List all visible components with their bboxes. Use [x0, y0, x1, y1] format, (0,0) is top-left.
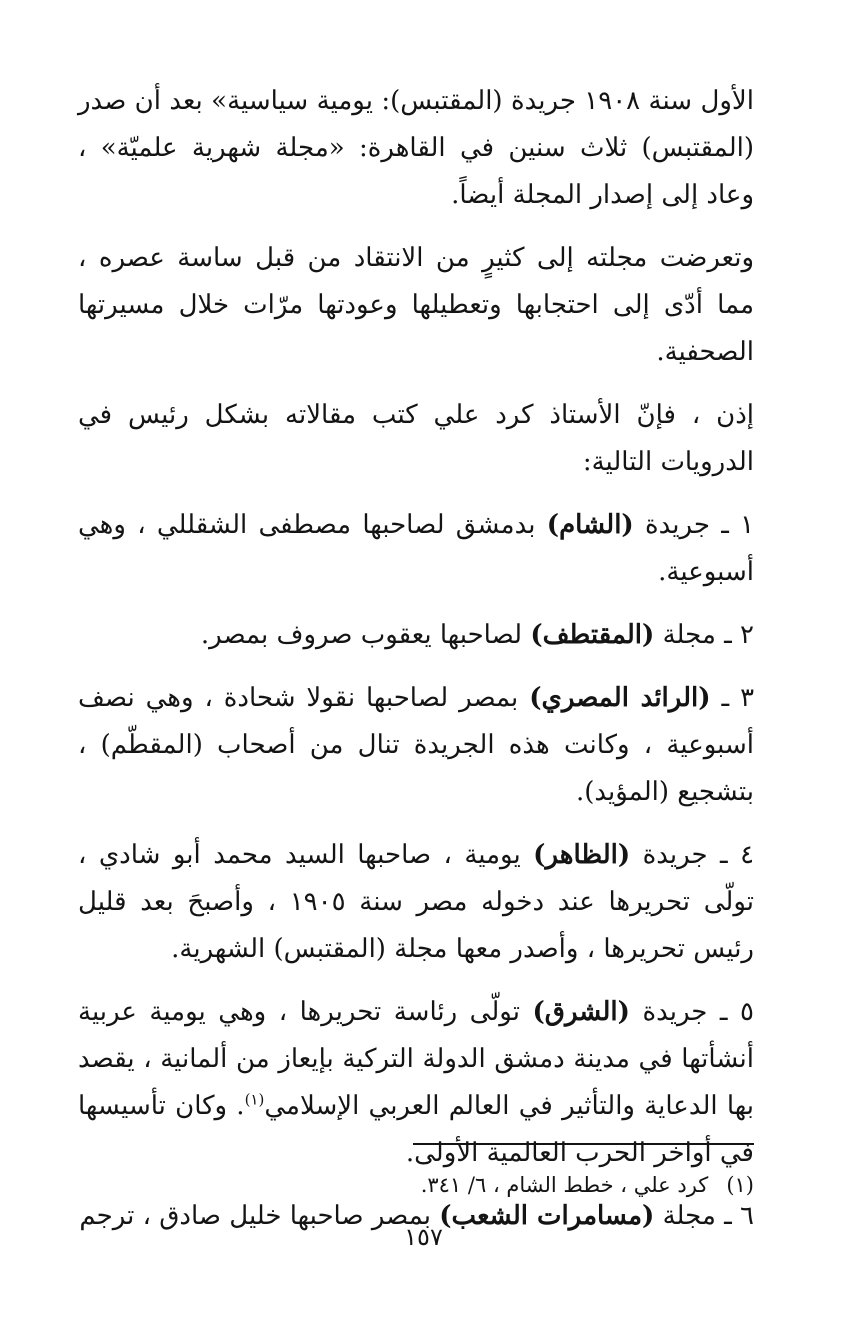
item-periodical-name: (مسامرات الشعب): [439, 1201, 655, 1231]
item-number: ٢ ـ: [724, 620, 754, 650]
item-number: ٤ ـ: [720, 840, 755, 870]
page-number: ١٥٧: [404, 1223, 443, 1251]
list-item-5: [78, 989, 754, 1177]
item-text: بمصر لصاحبها نقولا شحادة ، وهي نصف أسبوعية ، وكانت هذه الجريدة تنال من أصحاب (المقطّم) ، بتشجيع (المؤيد).: [78, 683, 754, 807]
item-text: بدمشق لصاحبها مصطفى الشقللي ، وهي أسبوعية.: [78, 510, 754, 587]
item-pre: مجلة: [662, 1201, 716, 1231]
paragraph-3: إذن ، فإنّ الأستاذ كرد علي كتب مقالاته بشكل رئيس في الدرويات التالية:: [78, 400, 754, 477]
footnote-divider: [413, 1143, 754, 1145]
footnote-text: كرد علي ، خطط الشام ، ٦/ ٣٤١.: [420, 1173, 709, 1197]
item-pre: جريدة: [642, 840, 708, 870]
item-text: تولّى رئاسة تحريرها ، وهي يومية عربية أنشأتها في مدينة دمشق الدولة التركية بإيعاز من ألمانية ، يقصد بها الدعاية والتأثير في العالم العربي الإسلامي: [78, 997, 754, 1121]
list-item-3: [78, 675, 754, 816]
item-pre: جريدة: [642, 997, 708, 1027]
item-number: ٦ ـ: [724, 1201, 754, 1231]
paragraph-2: وتعرضت مجلته إلى كثيرٍ من الانتقاد من قبل ساسة عصره ، مما أدّى إلى احتجابها وتعطيلها وعودتها مرّات خلال مسيرتها الصحفية.: [78, 243, 754, 367]
item-number: ٥ ـ: [719, 997, 755, 1027]
footnote: [421, 1170, 754, 1200]
list-item-1: [78, 502, 754, 596]
item-text-continued: . وكان تأسيسها في أواخر الحرب العالمية الأولى.: [78, 1091, 754, 1168]
item-pre: مجلة: [662, 620, 716, 650]
footnote-reference[interactable]: (١): [244, 1090, 265, 1109]
item-periodical-name: (الشام): [546, 510, 634, 540]
item-periodical-name: (الظاهر): [533, 840, 631, 870]
footnote-marker: (١): [726, 1173, 754, 1197]
item-text: يومية ، صاحبها السيد محمد أبو شادي ، تولّى تحريرها عند دخوله مصر سنة ١٩٠٥ ، وأصبحَ بعد قليل رئيس تحريرها ، وأصدر معها مجلة (المقتبس) الشهرية.: [78, 840, 754, 964]
item-pre: جريدة: [645, 510, 710, 540]
item-periodical-name: (الشرق): [532, 997, 630, 1027]
item-text: بمصر صاحبها خليل صادق ، ترجم: [79, 1201, 431, 1231]
item-number: ١ ـ: [721, 510, 755, 540]
page-body: [78, 78, 754, 1240]
item-text: لصاحبها يعقوب صروف بمصر.: [200, 620, 523, 650]
list-item-4: [78, 832, 754, 973]
list-item-2: [78, 612, 754, 659]
item-number: ٣ ـ: [721, 683, 755, 713]
paragraph-1: الأول سنة ١٩٠٨ جريدة (المقتبس): يومية سياسية» بعد أن صدر (المقتبس) ثلاث سنين في القاهرة: «مجلة شهرية علميّة» ، وعاد إلى إصدار المجلة أيضاً.: [78, 86, 754, 210]
item-periodical-name: (الرائد المصري): [529, 683, 711, 713]
item-periodical-name: (المقتطف): [530, 620, 655, 650]
